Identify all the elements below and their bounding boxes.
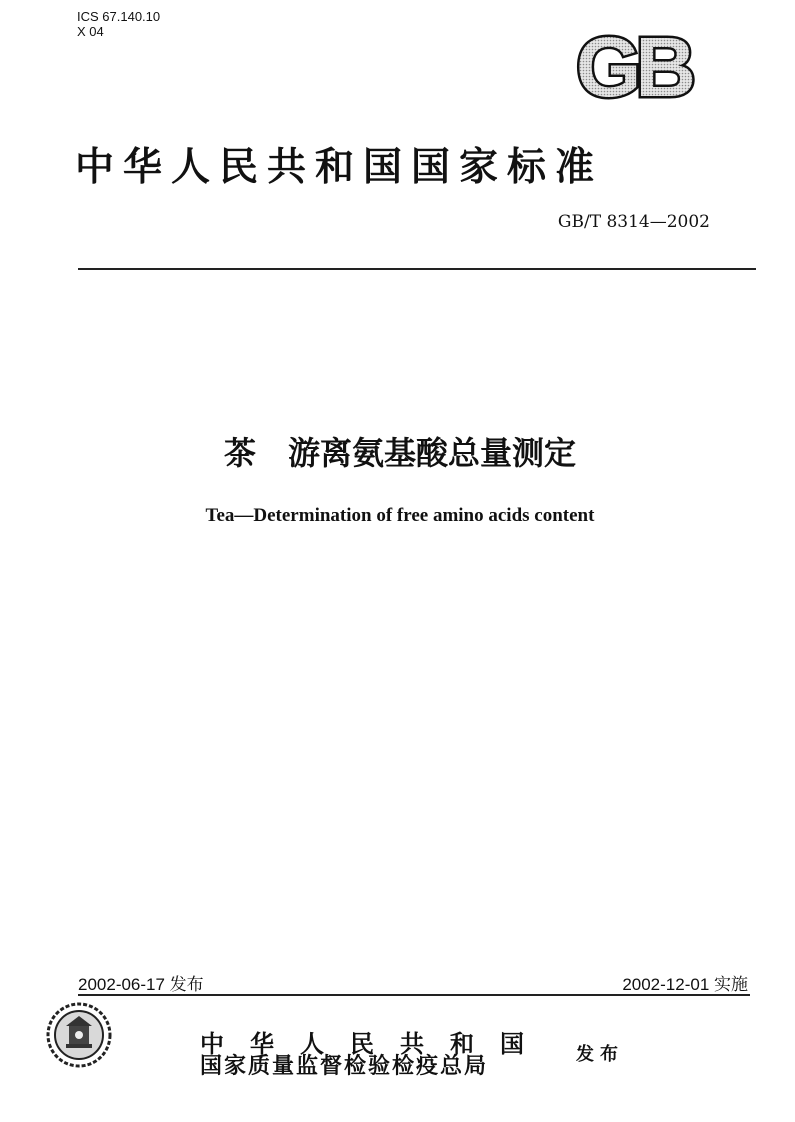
publisher-line-2: 国家质量监督检验检疫总局 [200,1053,489,1079]
implementation-date: 2002-12-01 实施 [622,975,748,994]
title-chinese: 茶 游离氨基酸总量测定 [223,434,576,472]
footer-divider [78,994,750,996]
issue-date: 2002-06-17 发布 [78,975,204,994]
gb-logo [558,30,708,106]
ics-code: ICS 67.140.10 [77,9,161,24]
publisher-char: 民 [350,1029,374,1058]
standard-number: GB/T 8314—2002 [557,212,710,232]
header-divider [78,268,756,270]
publisher-char: 共 [400,1029,424,1058]
publisher-char: 人 [300,1029,324,1058]
publisher-char: 中 [200,1029,224,1058]
standard-name: 中华人民共和国国家标准 [75,144,604,190]
ccs-code: X 04 [77,24,104,39]
title-english: Tea—Determination of free amino acids content [205,505,595,526]
publisher-char: 和 [450,1029,474,1058]
gb-logo-text: GB [576,30,690,106]
publisher-char: 国 [500,1029,524,1058]
publisher-char: 华 [250,1029,274,1058]
national-emblem-seal [44,1000,114,1070]
publisher-suffix: 发布 [576,1044,624,1065]
classification-codes [77,9,160,39]
